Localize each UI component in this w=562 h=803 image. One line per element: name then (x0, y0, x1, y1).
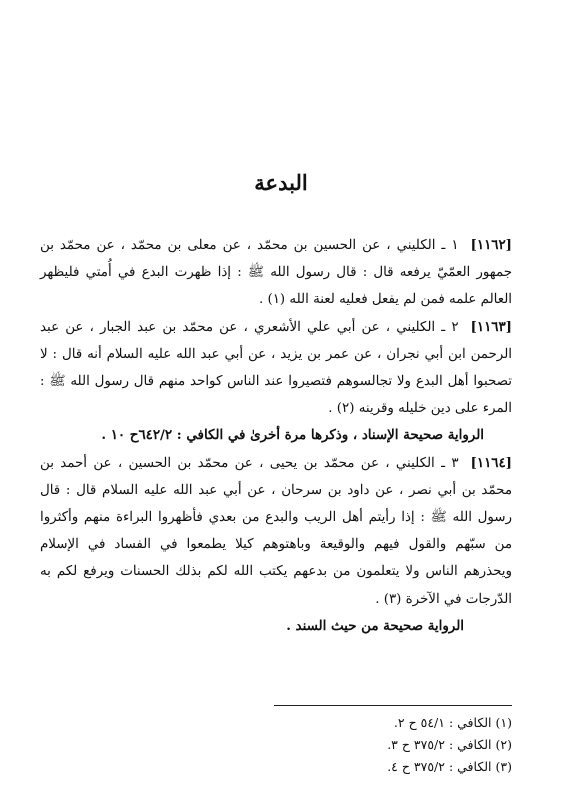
entry-note: الرواية صحيحة الإسناد ، وذكرها مرة أخرىٰ في الكافي : ٦٤٢/٢ح ١٠ . (101, 427, 484, 444)
entry-number: [١١٦٢] (470, 237, 512, 253)
entry-number: [١١٦٣] (470, 318, 512, 335)
footnotes (50, 712, 512, 778)
footnote: (٢) الكافي : ٣٧٥/٢ ح ٣. (387, 737, 512, 752)
entry-number: [١١٦٤] (470, 454, 512, 471)
footnote-separator (274, 705, 512, 706)
entry-note: الرواية صحيحة من حيث السند . (286, 617, 464, 634)
hadith-entry (40, 232, 512, 314)
footnote: (٣) الكافي : ٣٧٥/٢ ح ٤. (387, 759, 512, 774)
entry-text: ٣ ـ الكليني ، عن محمّد بن يحيى ، عن محمّد بن الحسين ، عن أحمد بن محمّد بن أبي نصر ، عن داود بن سرحان ، عن أبي عبد الله عليه السلام قال : قال رسول الله ﷺ : إذا رأيتم أهل الريب والبدع من بعدي فأظهروا البراءة منهم وأكثروا من سبّهم والقول فيهم والوقيعة وباهتوهم كيلا يطمعوا في الفساد في الإسلام ويحذرهم الناس ولا يتعلمون من بدعهم يكتب الله لكم بذلك الحسنات ويرفع لكم به الدّرجات في الآخرة (٣) . (40, 455, 512, 607)
page-title: البدعة (254, 170, 308, 195)
entry-text: ١ ـ الكليني ، عن الحسين بن محمّد ، عن معلى بن محمّد ، عن محمّد بن جمهور العمّيّ يرفعه قال : قال رسول الله ﷺ : إذا ظهرت البدع في أُمتي فليظهر العالم علمه فمن لم يفعل فعليه لعنة الله (١) . (40, 238, 512, 308)
hadith-entry (40, 450, 512, 613)
hadith-entry (40, 314, 512, 423)
document-body (40, 232, 512, 640)
footnote: (١) الكافي : ٥٤/١ ح ٢. (393, 715, 512, 730)
entry-text: ٢ ـ الكليني ، عن أبي علي الأشعري ، عن محمّد بن عبد الجبار ، عن عبد الرحمن ابن أبي نجران ، عن عمر بن يزيد ، عن أبي عبد الله عليه السلام أنه قال : لا تصحبوا أهل البدع ولا تجالسوهم فتصيروا عند الناس كواحد منهم قال رسول الله ﷺ : المرء على دين خليله وقرينه (٢) . (40, 319, 512, 417)
